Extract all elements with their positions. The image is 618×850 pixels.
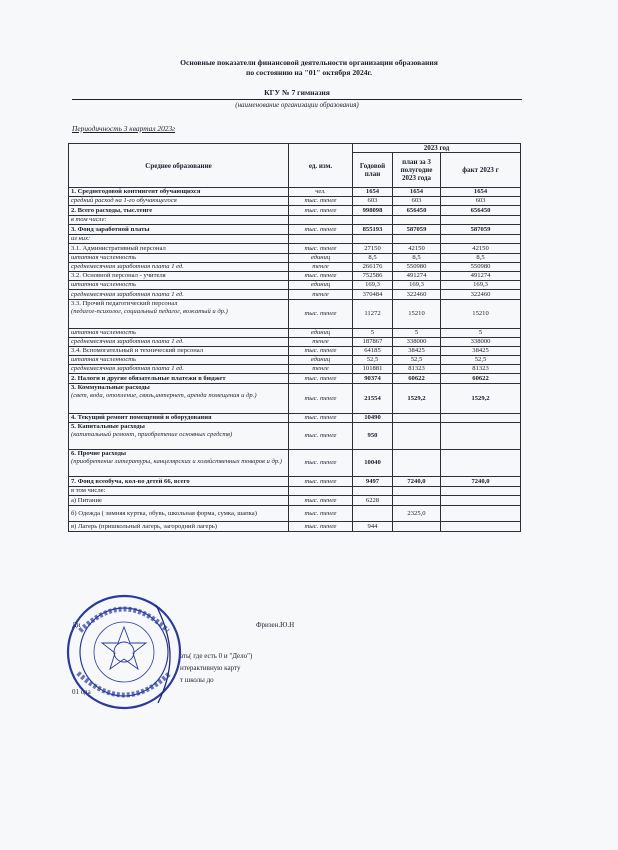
fact-cell: 7240,0: [441, 477, 521, 487]
table-row: [69, 374, 521, 384]
header-section: Среднее образование: [69, 144, 289, 188]
row-label-cell: [69, 496, 289, 506]
plan-half-cell: 1529,2: [393, 384, 441, 414]
annual-plan-cell: 11272: [353, 300, 393, 329]
annual-plan-cell: 101881: [353, 365, 393, 374]
row-label: из них:: [71, 235, 91, 242]
fact-cell: 587059: [441, 225, 521, 235]
row-label-cell: [69, 356, 289, 365]
row-sublabel: (педагог-психолог, социальный педагог, вожатый и др.): [71, 308, 228, 315]
row-sublabel: (свет, вода, отопление, связь,интернет, аренда помещения и др.): [71, 392, 257, 399]
row-sublabel: (приобретение литературы, канцелярских и хозяйственных товаров и др.): [71, 458, 282, 465]
fact-cell: 38425: [441, 347, 521, 356]
unit-cell: тыс. тенге: [289, 244, 353, 254]
row-label-cell: [69, 338, 289, 347]
fact-cell: 1529,2: [441, 384, 521, 414]
row-label: 1. Среднегодовой контингент обучающихся: [71, 188, 201, 195]
fact-cell: 550980: [441, 263, 521, 272]
fact-cell: 656450: [441, 206, 521, 216]
plan-half-cell: 169,3: [393, 281, 441, 290]
header-fact: факт 2023 г: [441, 153, 521, 188]
fact-cell: 81323: [441, 365, 521, 374]
fact-cell: [441, 450, 521, 477]
fact-cell: [441, 496, 521, 506]
row-label-cell: [69, 235, 289, 244]
unit-cell: тенге: [289, 290, 353, 300]
row-label: штатная численность: [71, 329, 137, 336]
fact-cell: 60622: [441, 374, 521, 384]
plan-half-cell: [393, 496, 441, 506]
row-label-cell: [69, 450, 289, 477]
row-label-cell: [69, 272, 289, 281]
plan-half-cell: 81323: [393, 365, 441, 374]
table-row: [69, 206, 521, 216]
fact-cell: 491274: [441, 272, 521, 281]
unit-cell: [289, 216, 353, 225]
fact-cell: 15210: [441, 300, 521, 329]
note-line-1: ать( где есть 0 и "Дело"): [180, 652, 253, 660]
plan-half-cell: 2325,0: [393, 506, 441, 522]
row-label-cell: [69, 522, 289, 532]
table-row: [69, 496, 521, 506]
fact-cell: 42150: [441, 244, 521, 254]
annual-plan-cell: [353, 235, 393, 244]
row-label-cell: [69, 414, 289, 423]
plan-half-cell: 656450: [393, 206, 441, 216]
fact-cell: 1654: [441, 188, 521, 197]
row-label: штатная численность: [71, 254, 137, 261]
row-label: средний расход на 1-го обучающегося: [71, 197, 177, 204]
unit-cell: чел.: [289, 188, 353, 197]
row-label: 3.2. Основной персонал - учителя: [71, 272, 166, 279]
fact-cell: [441, 414, 521, 423]
row-label: 4. Текущий ремонт помещений и оборудования: [71, 414, 212, 421]
annual-plan-cell: 9497: [353, 477, 393, 487]
table-row: [69, 347, 521, 356]
plan-half-cell: 60622: [393, 374, 441, 384]
row-label: среднемесячная заработная плата 1 ед.: [71, 263, 184, 270]
fact-cell: [441, 235, 521, 244]
table-row: [69, 263, 521, 272]
row-label-cell: [69, 300, 289, 329]
row-label: 3.4. Вспомогательный и технический персонал: [71, 347, 204, 354]
annual-plan-cell: 64185: [353, 347, 393, 356]
table-row: [69, 197, 521, 206]
row-label-cell: [69, 365, 289, 374]
row-label-cell: [69, 347, 289, 356]
fact-cell: 603: [441, 197, 521, 206]
annual-plan-cell: [353, 487, 393, 496]
plan-half-cell: [393, 216, 441, 225]
table-row: [69, 423, 521, 450]
unit-cell: тыс. тенге: [289, 384, 353, 414]
fact-cell: 169,3: [441, 281, 521, 290]
row-label: 3.1. Административный персонал: [71, 244, 166, 252]
unit-cell: тенге: [289, 338, 353, 347]
table-row: [69, 225, 521, 235]
unit-cell: тыс. тенге: [289, 300, 353, 329]
financial-table: [68, 143, 521, 532]
plan-half-cell: [393, 423, 441, 450]
plan-half-cell: 587059: [393, 225, 441, 235]
annual-plan-cell: 21554: [353, 384, 393, 414]
unit-cell: тыс. тенге: [289, 225, 353, 235]
row-label: штатная численность: [71, 281, 137, 288]
period-label: Периодичность 3 квартал 2023г: [72, 124, 176, 133]
header-plan-half: план за 3 полугодие 2023 года: [393, 153, 441, 188]
row-label: а) Питание: [71, 496, 102, 504]
plan-half-cell: 42150: [393, 244, 441, 254]
row-label-cell: [69, 384, 289, 414]
row-label: 6. Прочие расходы: [71, 450, 127, 457]
plan-half-cell: [393, 522, 441, 532]
table-row: [69, 338, 521, 347]
organization-name: КГУ № 7 гимназия: [264, 88, 330, 97]
row-label-cell: [69, 254, 289, 263]
table-row: [69, 300, 521, 329]
row-label: штатная численность: [71, 356, 137, 363]
table-row: [69, 216, 521, 225]
table-row: [69, 244, 521, 254]
unit-cell: тыс. тенге: [289, 347, 353, 356]
unit-cell: [289, 487, 353, 496]
annual-plan-cell: 187867: [353, 338, 393, 347]
unit-cell: тыс. тенге: [289, 450, 353, 477]
note-line-4: 01 ода: [72, 688, 91, 696]
row-label: 3. Фонд заработной платы: [71, 225, 150, 233]
row-label-cell: [69, 225, 289, 235]
plan-half-cell: 491274: [393, 272, 441, 281]
row-label: в том числе:: [71, 487, 106, 494]
row-label-cell: [69, 506, 289, 522]
row-label: в) Лагерь (пришкольный лагерь, загородний лагерь): [71, 522, 217, 530]
annual-plan-cell: 8,5: [353, 254, 393, 263]
row-label: 5. Капитальные расходы: [71, 423, 145, 430]
annual-plan-cell: 950: [353, 423, 393, 450]
annual-plan-cell: 90374: [353, 374, 393, 384]
annual-plan-cell: [353, 216, 393, 225]
row-label-cell: [69, 216, 289, 225]
row-label-cell: [69, 197, 289, 206]
table-row: [69, 356, 521, 365]
table-row: [69, 450, 521, 477]
plan-half-cell: 550980: [393, 263, 441, 272]
annual-plan-cell: 52,5: [353, 356, 393, 365]
fact-cell: 52,5: [441, 356, 521, 365]
table-body: [69, 188, 521, 532]
round-stamp: [60, 593, 188, 711]
table-row: [69, 477, 521, 487]
signatory-name: Фризен.Ю.Н: [256, 621, 295, 629]
row-label: среднемесячная заработная плата 1 ед.: [71, 290, 184, 298]
table-row: [69, 414, 521, 423]
fact-cell: 338000: [441, 338, 521, 347]
unit-cell: тыс. тенге: [289, 272, 353, 281]
table-row: [69, 384, 521, 414]
row-label: 3.3. Прочий педагогический персонал: [71, 300, 178, 307]
unit-cell: тыс. тенге: [289, 477, 353, 487]
fact-cell: 8,5: [441, 254, 521, 263]
row-sublabel: (капитальный ремонт, приобретение основных средств): [71, 431, 233, 438]
plan-half-cell: 38425: [393, 347, 441, 356]
annual-plan-cell: 370484: [353, 290, 393, 300]
row-label: б) Одежда ( зимняя куртка, обувь, школьная форма, сумка, шапка): [71, 509, 257, 517]
row-label: среднемесячная заработная плата 1 ед.: [71, 365, 184, 372]
table-row: [69, 188, 521, 197]
plan-half-cell: [393, 450, 441, 477]
plan-half-cell: 8,5: [393, 254, 441, 263]
table-row: [69, 290, 521, 300]
plan-half-cell: 7240,0: [393, 477, 441, 487]
plan-half-cell: 338000: [393, 338, 441, 347]
plan-half-cell: 1654: [393, 188, 441, 197]
row-label-cell: [69, 290, 289, 300]
unit-cell: единиц: [289, 281, 353, 290]
org-underline: [72, 99, 522, 100]
row-label-cell: [69, 477, 289, 487]
unit-cell: тыс. тенге: [289, 522, 353, 532]
row-label-cell: [69, 263, 289, 272]
row-label-cell: [69, 188, 289, 197]
fact-cell: 322460: [441, 290, 521, 300]
fact-cell: 5: [441, 329, 521, 338]
row-label-cell: [69, 206, 289, 216]
header-annual-plan: Годовой план: [353, 153, 393, 188]
fact-cell: [441, 216, 521, 225]
annual-plan-cell: 27150: [353, 244, 393, 254]
organization-caption: (наименование организации образования): [235, 101, 359, 109]
annual-plan-cell: 752586: [353, 272, 393, 281]
unit-cell: [289, 235, 353, 244]
unit-cell: единиц: [289, 329, 353, 338]
row-label-cell: [69, 423, 289, 450]
annual-plan-cell: 1654: [353, 188, 393, 197]
unit-cell: тенге: [289, 263, 353, 272]
signature-label: Ди: [72, 621, 81, 629]
annual-plan-cell: 10490: [353, 414, 393, 423]
unit-cell: тыс. тенге: [289, 206, 353, 216]
table-row: [69, 235, 521, 244]
plan-half-cell: [393, 235, 441, 244]
report-title: Основные показатели финансовой деятельности организации образования по состоянию на "01" октября 2024г.: [180, 58, 438, 77]
annual-plan-cell: 603: [353, 197, 393, 206]
plan-half-cell: 15210: [393, 300, 441, 329]
table-row: [69, 522, 521, 532]
note-line-2: нтерактивную карту: [180, 664, 241, 672]
note-line-3: т школы до: [180, 676, 214, 684]
row-label: среднемесячная заработная плата 1 ед.: [71, 338, 184, 345]
table-row: [69, 365, 521, 374]
plan-half-cell: [393, 487, 441, 496]
annual-plan-cell: 5: [353, 329, 393, 338]
unit-cell: тенге: [289, 365, 353, 374]
annual-plan-cell: 998098: [353, 206, 393, 216]
row-label: в том числе:: [71, 216, 107, 223]
row-label: 7. Фонд всеобуча, кол-во детей 66, всего: [71, 477, 190, 485]
row-label-cell: [69, 244, 289, 254]
plan-half-cell: [393, 414, 441, 423]
annual-plan-cell: [353, 506, 393, 522]
row-label: 3. Коммунальные расходы: [71, 384, 150, 391]
unit-cell: единиц: [289, 254, 353, 263]
unit-cell: тыс. тенге: [289, 414, 353, 423]
unit-cell: тыс. тенге: [289, 423, 353, 450]
unit-cell: тыс. тенге: [289, 197, 353, 206]
table-row: [69, 487, 521, 496]
fact-cell: [441, 423, 521, 450]
annual-plan-cell: 10040: [353, 450, 393, 477]
annual-plan-cell: 944: [353, 522, 393, 532]
row-label-cell: [69, 374, 289, 384]
table-row: [69, 254, 521, 263]
annual-plan-cell: 266176: [353, 263, 393, 272]
annual-plan-cell: 855193: [353, 225, 393, 235]
row-label: 2. Налоги и другие обязательные платежи в бюджет: [71, 374, 226, 382]
annual-plan-cell: 169,3: [353, 281, 393, 290]
table-row: [69, 506, 521, 522]
unit-cell: тыс. тенге: [289, 506, 353, 522]
fact-cell: [441, 506, 521, 522]
header-unit: ед. изм.: [289, 144, 353, 188]
unit-cell: единиц: [289, 356, 353, 365]
row-label-cell: [69, 487, 289, 496]
plan-half-cell: 5: [393, 329, 441, 338]
plan-half-cell: 603: [393, 197, 441, 206]
header-year: 2023 год: [353, 144, 521, 153]
row-label-cell: [69, 281, 289, 290]
unit-cell: тыс. тенге: [289, 374, 353, 384]
fact-cell: [441, 522, 521, 532]
plan-half-cell: 322460: [393, 290, 441, 300]
row-label: 2. Всего расходы, тыс.тенге: [71, 206, 153, 214]
fact-cell: [441, 487, 521, 496]
table-row: [69, 281, 521, 290]
unit-cell: тыс. тенге: [289, 496, 353, 506]
row-label-cell: [69, 329, 289, 338]
table-row: [69, 272, 521, 281]
table-row: [69, 329, 521, 338]
plan-half-cell: 52,5: [393, 356, 441, 365]
annual-plan-cell: 6228: [353, 496, 393, 506]
